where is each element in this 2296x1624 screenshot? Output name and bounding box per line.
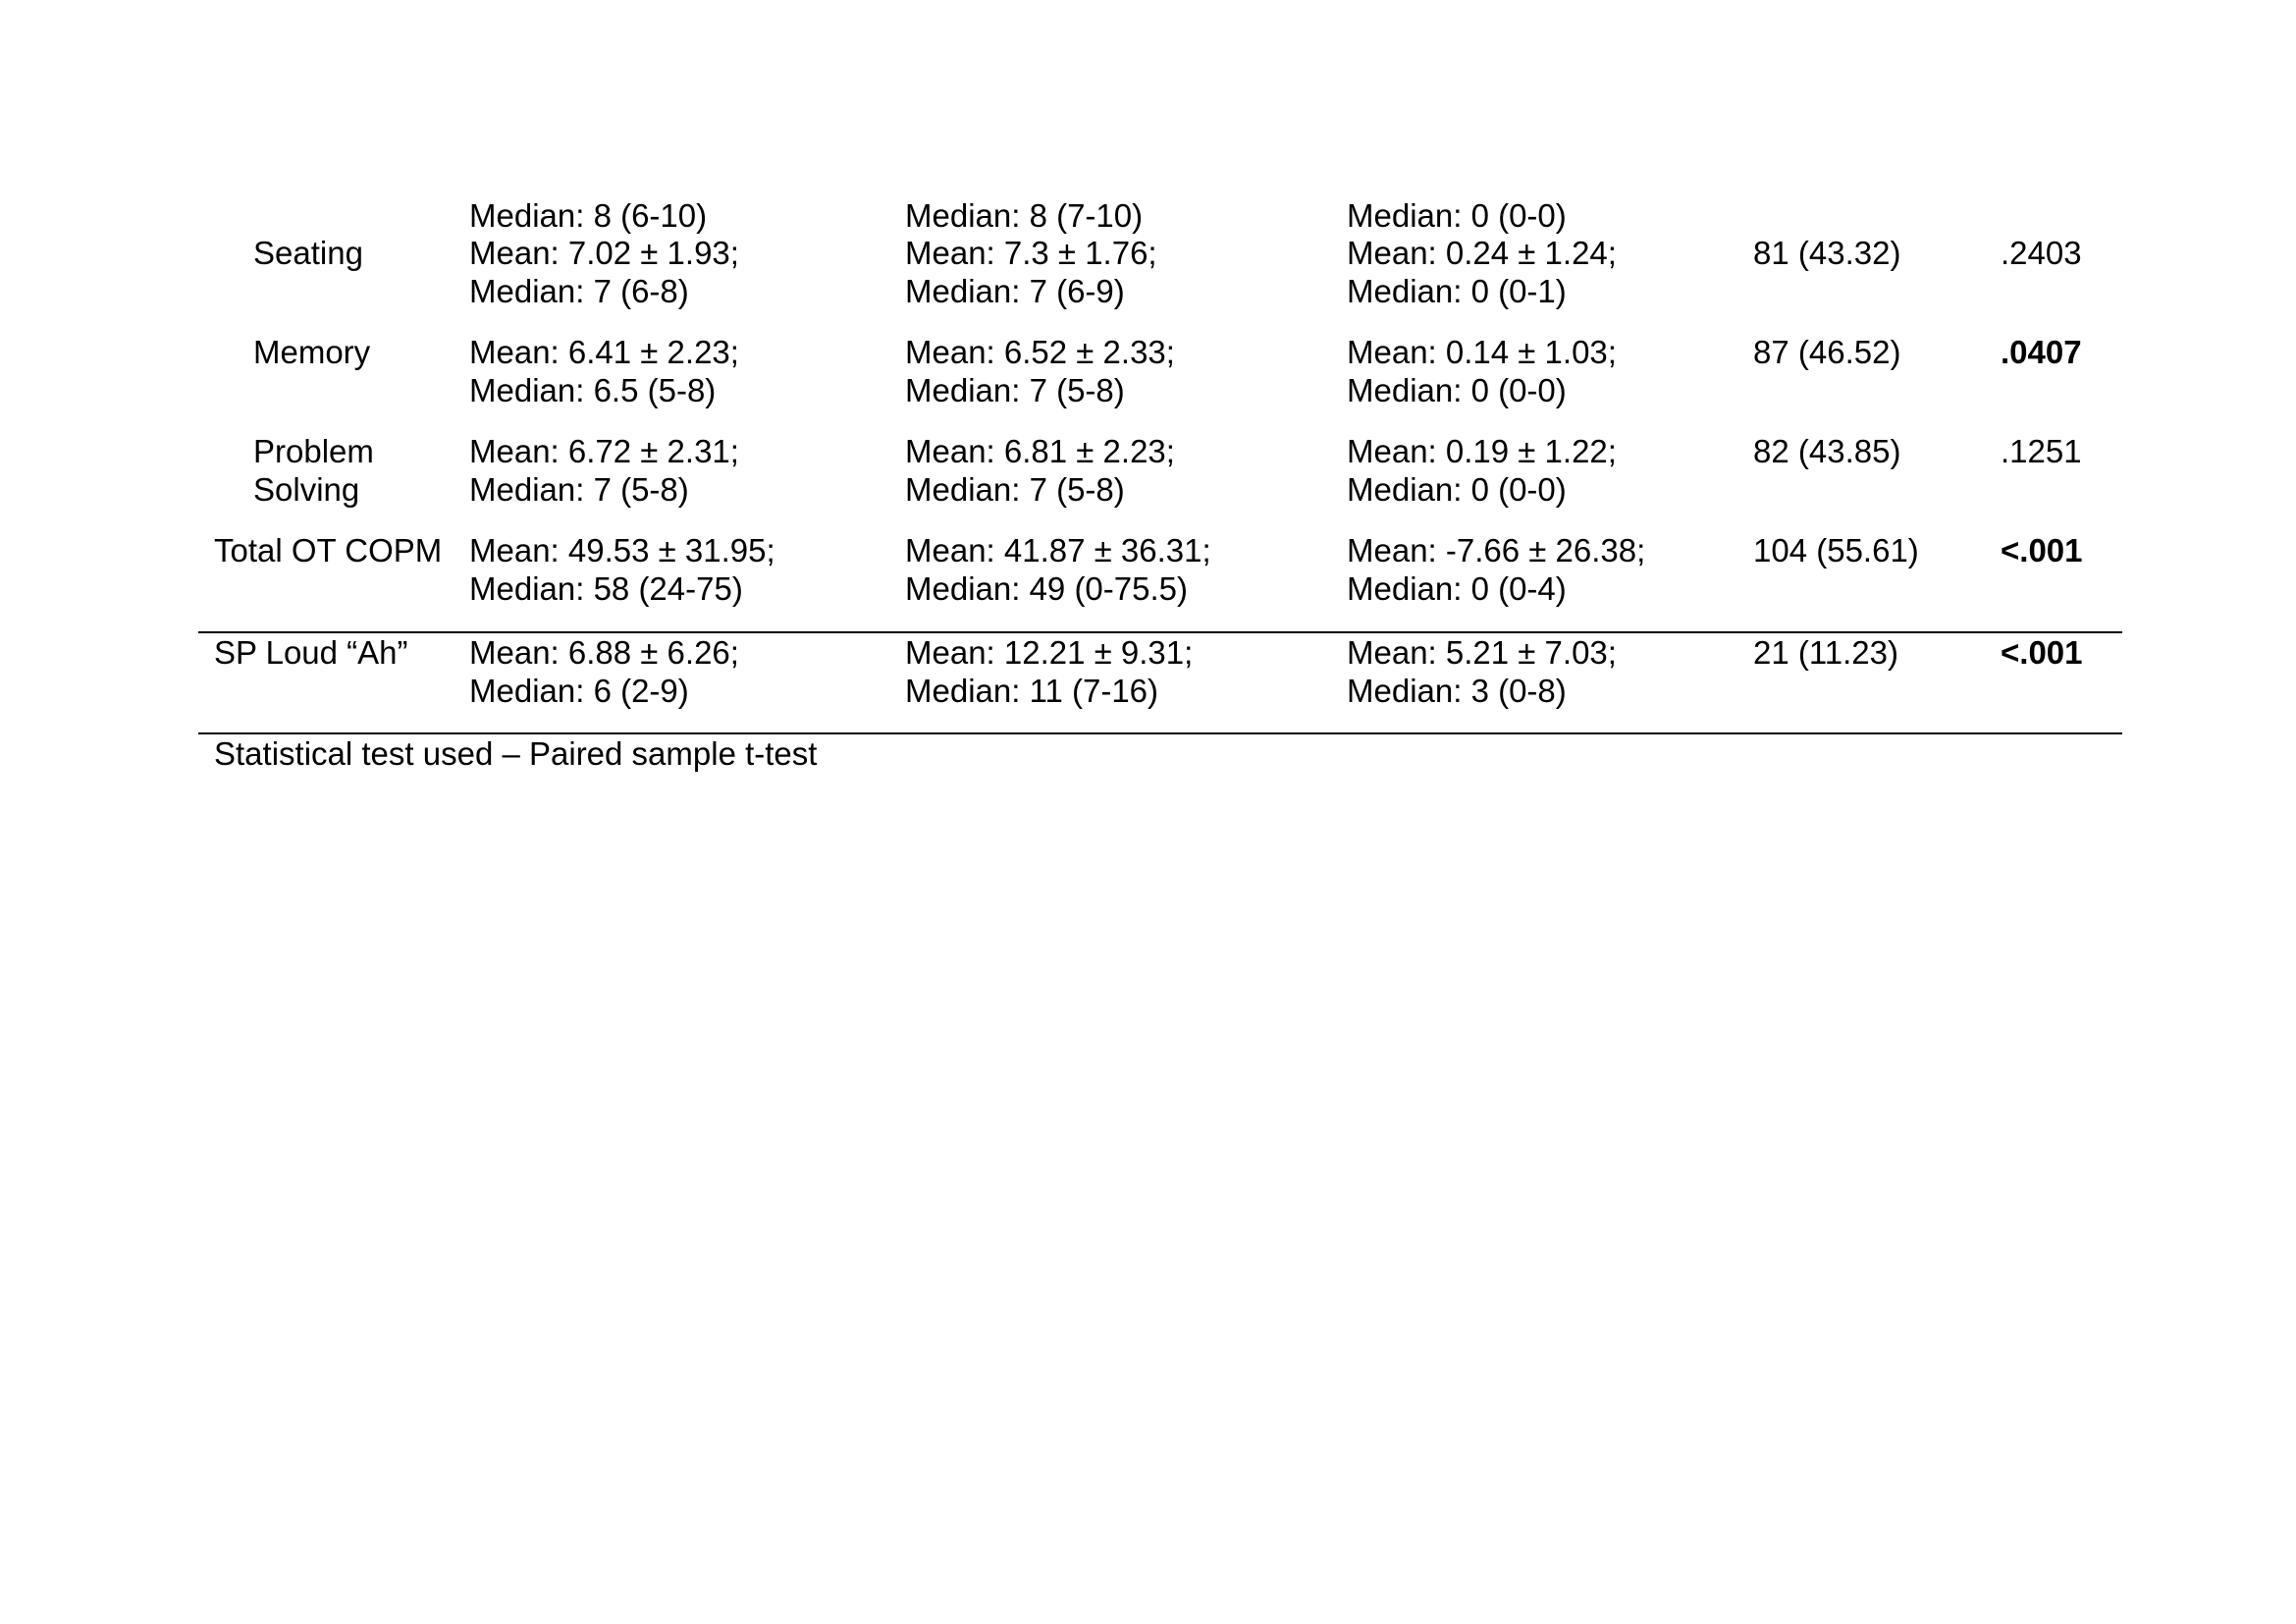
cell-pre-mean: Mean: 6.88 ± 6.26; — [469, 634, 739, 671]
cell-diff-median: Median: 0 (0-0) — [1347, 372, 1567, 408]
cell-n: 21 (11.23) — [1753, 634, 1898, 671]
table-row-seating — [198, 234, 2122, 333]
cell-pre-median: Median: 58 (24-75) — [469, 570, 743, 607]
row-label — [198, 196, 469, 234]
cell-diff-mean: Mean: 0.19 ± 1.22; — [1347, 433, 1617, 469]
cell-diff-mean: Mean: 0.14 ± 1.03; — [1347, 334, 1617, 370]
cell-post-median: Median: 7 (5-8) — [905, 372, 1125, 408]
table-row-problem-solving — [198, 432, 2122, 531]
cell-diff-mean: Mean: -7.66 ± 26.38; — [1347, 532, 1646, 568]
cell-n: 87 (46.52) — [1753, 334, 1901, 370]
row-label: SP Loud “Ah” — [214, 634, 408, 671]
cell-pre-mean: Mean: 6.72 ± 2.31; — [469, 433, 739, 469]
table-row-total-ot-copm — [198, 531, 2122, 631]
cell-pre-median: Median: 7 (6-8) — [469, 273, 689, 309]
results-table — [198, 196, 2122, 773]
cell-diff-mean: Mean: 5.21 ± 7.03; — [1347, 634, 1617, 671]
cell-n: 81 (43.32) — [1753, 235, 1901, 271]
cell-post-mean: Mean: 6.52 ± 2.33; — [905, 334, 1175, 370]
table-row-sp-loud-ah — [198, 631, 2122, 734]
cell-pre-median: Median: 8 (6-10) — [469, 197, 708, 234]
row-label: Memory — [253, 334, 371, 370]
cell-pre-median: Median: 6.5 (5-8) — [469, 372, 717, 408]
cell-diff-median: Median: 0 (0-0) — [1347, 471, 1567, 508]
cell-post-mean: Mean: 12.21 ± 9.31; — [905, 634, 1194, 671]
cell-p-value: .2403 — [2001, 235, 2082, 271]
cell-diff-median: Median: 0 (0-4) — [1347, 570, 1567, 607]
cell-post-median: Median: 8 (7-10) — [905, 197, 1144, 234]
cell-n: 82 (43.85) — [1753, 433, 1901, 469]
cell-post-median: Median: 11 (7-16) — [905, 673, 1159, 709]
cell-p-value: .0407 — [2001, 334, 2082, 370]
cell-post-median: Median: 7 (5-8) — [905, 471, 1125, 508]
cell-diff-median: Median: 3 (0-8) — [1347, 673, 1567, 709]
row-label-line1: Problem — [253, 433, 374, 469]
table-footnote: Statistical test used – Paired sample t-test — [214, 735, 818, 772]
cell-post-median: Median: 49 (0-75.5) — [905, 570, 1188, 607]
cell-pre-mean: Mean: 6.41 ± 2.23; — [469, 334, 739, 370]
cell-post-mean: Mean: 41.87 ± 36.31; — [905, 532, 1211, 568]
cell-p-value: <.001 — [2001, 532, 2083, 568]
cell-diff-median: Median: 0 (0-1) — [1347, 273, 1567, 309]
cell-post-median: Median: 7 (6-9) — [905, 273, 1125, 309]
cell-p-value: <.001 — [2001, 634, 2083, 671]
cell-diff-mean: Mean: 0.24 ± 1.24; — [1347, 235, 1617, 271]
row-label-line2: Solving — [253, 471, 360, 508]
row-label: Seating — [253, 235, 363, 271]
cell-diff-median: Median: 0 (0-0) — [1347, 197, 1567, 234]
cell-post-mean: Mean: 6.81 ± 2.23; — [905, 433, 1175, 469]
cell-pre-median: Median: 6 (2-9) — [469, 673, 689, 709]
cell-post-mean: Mean: 7.3 ± 1.76; — [905, 235, 1157, 271]
row-label: Total OT COPM — [214, 532, 443, 568]
cell-pre-mean: Mean: 49.53 ± 31.95; — [469, 532, 775, 568]
cell-p-value: .1251 — [2001, 433, 2082, 469]
table-row-memory — [198, 333, 2122, 432]
table-row-continuation — [198, 196, 2122, 234]
cell-n: 104 (55.61) — [1753, 532, 1919, 568]
cell-pre-median: Median: 7 (5-8) — [469, 471, 689, 508]
cell-pre-mean: Mean: 7.02 ± 1.93; — [469, 235, 739, 271]
